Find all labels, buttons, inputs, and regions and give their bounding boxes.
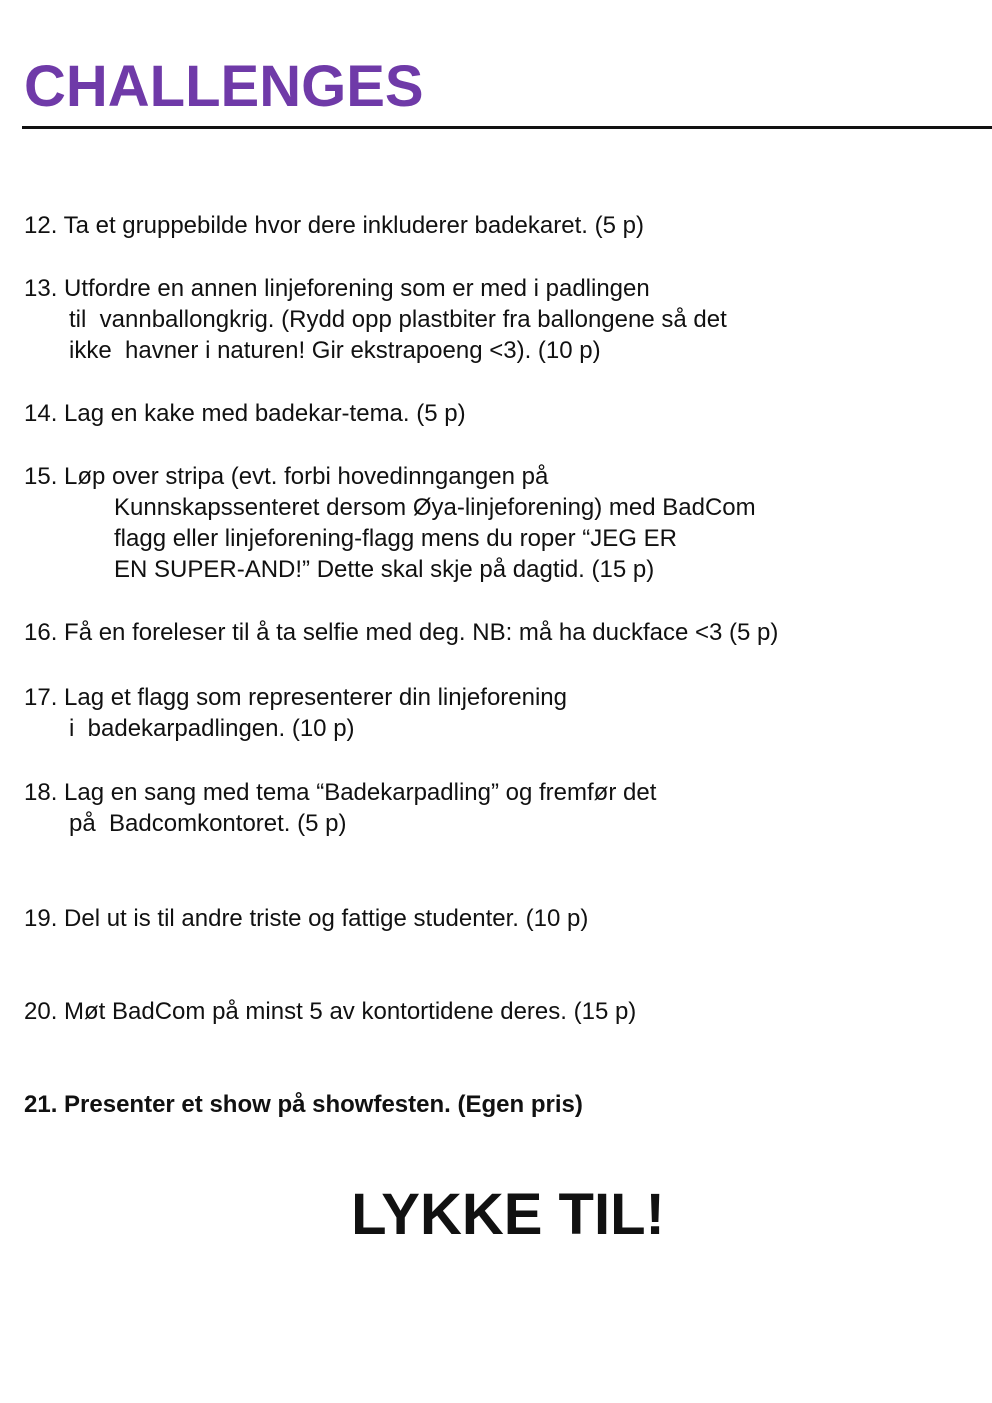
challenge-15-line-3: flagg eller linjeforening-flagg mens du roper “JEG ER bbox=[114, 525, 677, 552]
challenge-13-line-1: 13. Utfordre en annen linjeforening som er med i padlingen bbox=[24, 275, 650, 302]
title-divider bbox=[22, 126, 992, 129]
closing-message: LYKKE TIL! bbox=[351, 1182, 665, 1247]
challenge-12-line-1: 12. Ta et gruppebilde hvor dere inkluderer badekaret. (5 p) bbox=[24, 212, 644, 239]
challenge-15-line-2: Kunnskapssenteret dersom Øya-linjeforening) med BadCom bbox=[114, 494, 756, 521]
challenge-13-line-3: ikke havner i naturen! Gir ekstrapoeng <3). (10 p) bbox=[69, 337, 601, 364]
challenge-item-19 bbox=[24, 903, 588, 934]
challenge-17-line-1: 17. Lag et flagg som representerer din linjeforening bbox=[24, 684, 567, 711]
challenge-15-line-4: EN SUPER-AND!” Dette skal skje på dagtid. (15 p) bbox=[114, 556, 655, 583]
challenge-item-15 bbox=[24, 461, 756, 585]
challenge-18-line-1: 18. Lag en sang med tema “Badekarpadling” og fremfør det bbox=[24, 779, 657, 806]
challenge-16-line-1: 16. Få en foreleser til å ta selfie med deg. NB: må ha duckface <3 (5 p) bbox=[24, 619, 779, 646]
challenge-15-line-1: 15. Løp over stripa (evt. forbi hovedinngangen på bbox=[24, 463, 549, 490]
page-title: CHALLENGES bbox=[24, 54, 424, 119]
challenge-18-line-2: på Badcomkontoret. (5 p) bbox=[69, 810, 347, 837]
challenge-20-line-1: 20. Møt BadCom på minst 5 av kontortidene deres. (15 p) bbox=[24, 998, 637, 1025]
challenge-13-line-2: til vannballongkrig. (Rydd opp plastbiter fra ballongene så det bbox=[69, 306, 727, 333]
challenge-21-line-1: 21. Presenter et show på showfesten. (Egen pris) bbox=[24, 1091, 583, 1118]
challenge-14-line-1: 14. Lag en kake med badekar-tema. (5 p) bbox=[24, 400, 466, 427]
challenge-17-line-2: i badekarpadlingen. (10 p) bbox=[69, 715, 355, 742]
challenge-item-12 bbox=[24, 210, 644, 241]
challenge-item-17 bbox=[24, 682, 567, 744]
challenge-item-21 bbox=[24, 1089, 583, 1120]
challenge-item-20 bbox=[24, 996, 636, 1027]
challenge-19-line-1: 19. Del ut is til andre triste og fattige studenter. (10 p) bbox=[24, 905, 589, 932]
challenge-item-18 bbox=[24, 777, 656, 839]
challenge-item-16 bbox=[24, 617, 778, 648]
challenge-item-13 bbox=[24, 273, 727, 366]
challenge-item-14 bbox=[24, 398, 466, 429]
